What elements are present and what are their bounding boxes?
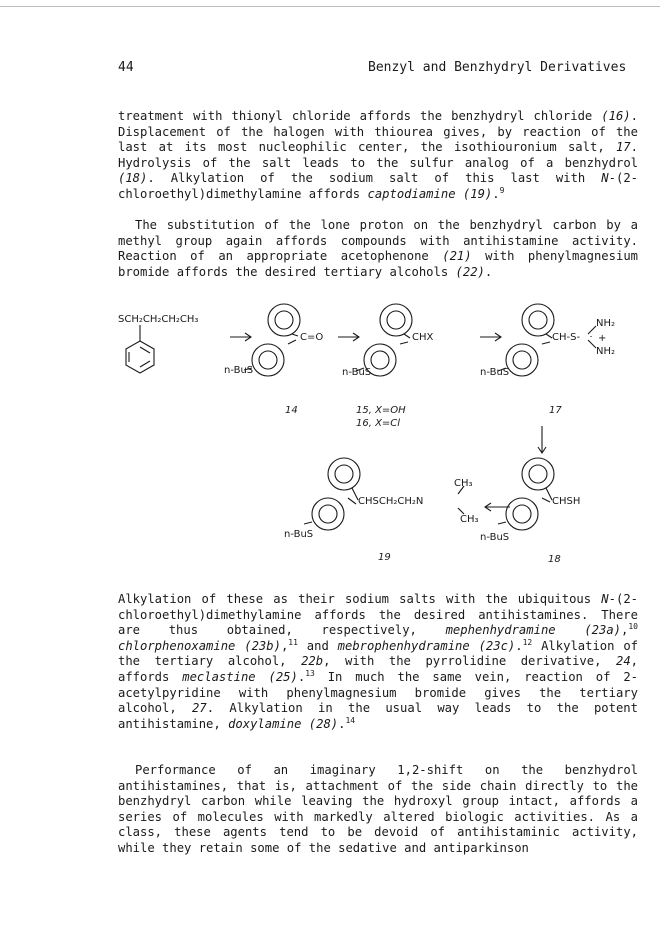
substituent-14: n-BuS: [224, 365, 254, 376]
paragraph-4: Performance of an imaginary 1,2-shift on the benzhydrol antihistamines, that is, attachment of the side chain directly to the benzhydryl carbon while leaving the hydroxyl group intact, affords a series of molecules with markedly altered biologic activities. As a class, these agents tend to be devoid of antihistaminic activity, while they retain some of the sedative and antiparkinson: [118, 763, 638, 855]
paragraph-1: treatment with thionyl chloride affords the benzhydryl chloride (16). Displacement of the halogen with thiourea gives, by reaction of the last at its most nucleophilic center, the isothiouronium salt, 17. Hydrolysis of the salt leads to the sulfur analog of a benzhydrol (18). Alkylation of the sodium salt of this last with N-(2-chloroethyl)dimethylamine affords captodiamine (19).$^9$: [118, 109, 638, 201]
substituent-18: n-BuS: [480, 532, 510, 543]
amidine-charge: +: [598, 333, 607, 344]
carbonyl-group: C=O: [300, 332, 324, 343]
thio-group: CH-S-: [552, 332, 581, 343]
substituent-19: n-BuS: [284, 529, 314, 540]
methyl-top: CH₃: [454, 478, 473, 489]
side-chain-19: CHSCH₂CH₂N: [358, 496, 424, 507]
compound-number-15: 15, X=OH: [356, 405, 406, 416]
chx-group: CHX: [412, 332, 434, 343]
arrow-1: [230, 333, 251, 341]
methyl-bottom: CH₃: [460, 514, 479, 525]
compound-number-18: 18: [548, 554, 561, 565]
compound-number-14: 14: [285, 405, 298, 416]
reaction-scheme: [118, 296, 638, 576]
running-title: Benzyl and Benzhydryl Derivatives: [368, 60, 627, 75]
paragraph-2: The substitution of the lone proton on the benzhydryl carbon by a methyl group again affords compounds with antihistamine activity. Reaction of an appropriate acetophenone (21) with phenylmagnesium bromide affords the desired tertiary alcohols (22).: [118, 218, 638, 279]
structure-18: [498, 458, 554, 530]
compound-number-19: 19: [378, 552, 391, 563]
benzene-ring-start: [126, 325, 154, 373]
arrow-2: [338, 333, 359, 341]
paragraph-3: Alkylation of these as their sodium salts with the ubiquitous N-(2-chloroethyl)dimethylamine affords the desired antihistamines. There are thus obtained, respectively, mephenhydramine (23a),$^{10}$ chlorphenoxamine (23b),$^{11}$ and mebrophenhydramine (23c).$^{12}$ Alkylation of the tertiary alcohol, 22b, with the pyrrolidine derivative, 24, affords meclastine (25).$^{13}$ In much the same vein, reaction of 2-acetylpyridine with phenylmagnesium bromide gives the tertiary alcohol, 27. Alkylation in the usual way leads to the potent antihistamine, doxylamine (28).$^{14}$: [118, 592, 639, 731]
compound-number-16: 16, X=Cl: [356, 418, 401, 429]
page-number: 44: [118, 60, 134, 75]
structure-17: [498, 304, 596, 376]
start-material-formula: SCH₂CH₂CH₂CH₃: [118, 314, 199, 325]
arrow-3: [480, 333, 501, 341]
substituent-17: n-BuS: [480, 367, 510, 378]
amidine-nh2-bottom: NH₂: [596, 346, 616, 357]
structure-15-16: [356, 304, 412, 376]
amidine-nh2-top: NH₂: [596, 318, 616, 329]
arrow-down: [538, 426, 546, 453]
structure-19: [304, 458, 464, 530]
substituent-15: n-BuS: [342, 367, 372, 378]
thiol-group: CHSH: [552, 496, 581, 507]
top-rule: [0, 6, 660, 7]
compound-number-17: 17: [549, 405, 562, 416]
